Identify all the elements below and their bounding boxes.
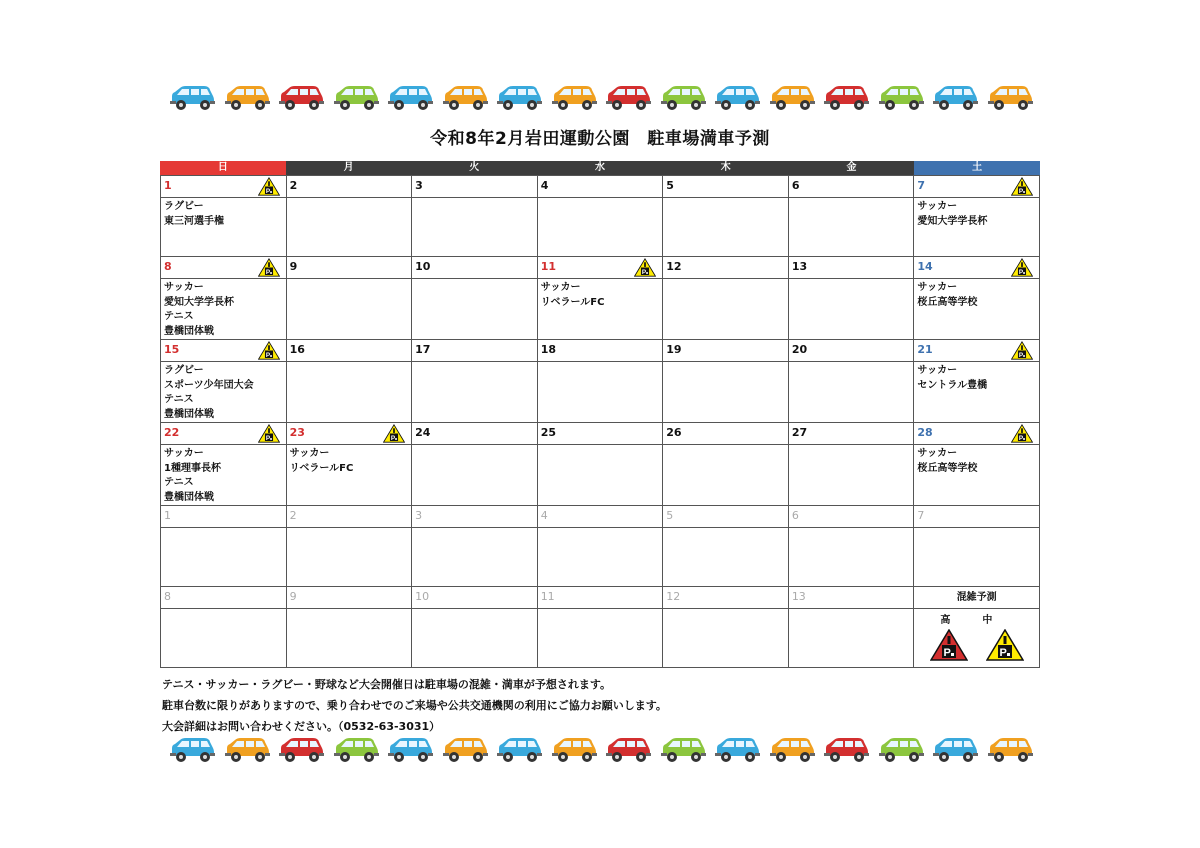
congestion-warning-icon — [1011, 424, 1033, 443]
svg-text:P: P — [999, 647, 1008, 659]
day-events — [412, 362, 538, 423]
day-cell — [788, 506, 914, 528]
event-text: テニス — [164, 477, 194, 488]
event-text: サッカー — [917, 448, 958, 459]
day-cell — [914, 506, 1040, 528]
week-date-row — [161, 340, 1040, 362]
page-title: 令和8年2月岩田運動公園 駐車場満車予測 — [430, 129, 770, 149]
event-text: サッカー — [164, 282, 204, 293]
event-text: 愛知大学学長杯 — [917, 215, 988, 227]
day-cell — [663, 257, 789, 279]
day-cell — [788, 423, 914, 445]
day-cell — [914, 257, 1040, 279]
day-cell — [663, 176, 789, 198]
day-number: 20 — [791, 343, 808, 356]
legend-title: 混雑予測 — [956, 592, 997, 603]
day-number: 22 — [164, 426, 180, 439]
day-events — [663, 279, 789, 340]
day-events — [286, 528, 412, 587]
car-icon — [495, 84, 543, 112]
svg-text:P: P — [265, 434, 270, 442]
day-cell — [663, 587, 789, 609]
car-icon — [931, 736, 979, 764]
day-cell — [663, 423, 789, 445]
event-text: 桜丘高等学校 — [917, 296, 978, 308]
car-icon — [441, 736, 489, 764]
week-date-row — [161, 423, 1040, 445]
svg-text:P: P — [265, 268, 270, 276]
calendar-grid — [160, 175, 1040, 668]
car-icon — [386, 84, 434, 112]
event-text: ラグビー — [164, 365, 204, 376]
day-number: 4 — [540, 179, 549, 192]
car-icon — [713, 84, 761, 112]
event-text: 豊橋団体戦 — [164, 325, 214, 337]
car-icon — [277, 736, 325, 764]
week-event-row — [161, 279, 1040, 340]
svg-text:P: P — [265, 351, 270, 359]
event-text: サッカー — [164, 448, 204, 459]
day-number: 14 — [917, 260, 933, 273]
day-cell — [788, 587, 914, 609]
car-icon — [713, 736, 761, 764]
weekday-header-cell: 月 — [286, 161, 412, 175]
car-icon — [768, 84, 816, 112]
day-events — [412, 279, 538, 340]
week-date-row — [161, 587, 1040, 609]
day-events — [914, 445, 1040, 506]
day-events — [537, 528, 663, 587]
svg-text:P: P — [1018, 351, 1024, 359]
day-events — [412, 198, 538, 257]
day-events — [914, 279, 1040, 340]
svg-text:P: P — [1018, 187, 1024, 195]
day-events — [161, 609, 287, 668]
day-number: 13 — [791, 260, 808, 273]
day-number: 25 — [540, 426, 556, 439]
day-cell — [286, 506, 412, 528]
day-events — [286, 609, 412, 668]
event-text: 愛知大学学長杯 — [164, 296, 234, 308]
legend-cell — [914, 609, 1040, 668]
car-icon — [168, 84, 216, 112]
note-line: 大会詳細はお問い合わせください。（0532-63-3031） — [162, 720, 441, 733]
day-events — [412, 609, 538, 668]
event-text: サッカー — [917, 365, 958, 376]
svg-text:P: P — [265, 187, 270, 195]
day-number: 19 — [666, 343, 682, 356]
day-events — [663, 445, 789, 506]
day-number: 9 — [289, 590, 297, 603]
mid-congestion-warning-icon — [986, 629, 1024, 661]
day-number: 1 — [164, 509, 171, 522]
event-text: サッカー — [289, 448, 330, 459]
car-icon — [223, 84, 271, 112]
day-cell — [914, 176, 1040, 198]
congestion-warning-icon — [1011, 341, 1033, 360]
day-number: 24 — [415, 426, 431, 439]
event-text: リベラールFC — [289, 462, 354, 474]
day-cell — [412, 257, 538, 279]
day-cell — [412, 176, 538, 198]
day-events — [537, 445, 663, 506]
car-icon — [168, 736, 216, 764]
day-cell — [412, 423, 538, 445]
svg-text:P: P — [1018, 434, 1024, 442]
day-events — [663, 528, 789, 587]
day-events — [286, 198, 412, 257]
day-number: 6 — [791, 509, 799, 522]
day-events — [161, 528, 287, 587]
congestion-warning-icon — [258, 341, 280, 360]
weekday-header-cell: 日 — [160, 161, 286, 175]
congestion-warning-icon — [258, 424, 280, 443]
event-text: サッカー — [917, 282, 958, 293]
car-icon — [223, 736, 271, 764]
day-number: 6 — [791, 179, 800, 192]
day-cell — [537, 340, 663, 362]
day-number: 18 — [540, 343, 556, 356]
event-text: 桜丘高等学校 — [917, 462, 978, 474]
day-cell — [161, 423, 287, 445]
car-icon — [495, 736, 543, 764]
svg-text:P: P — [1018, 268, 1024, 276]
event-text: 豊橋団体戦 — [164, 491, 214, 503]
day-number: 8 — [164, 590, 171, 603]
day-number: 15 — [164, 343, 180, 356]
event-text: スポーツ少年団大会 — [164, 379, 254, 391]
car-icon — [604, 736, 652, 764]
week-event-row — [161, 198, 1040, 257]
day-cell — [663, 340, 789, 362]
car-icon — [822, 736, 870, 764]
day-cell — [286, 340, 412, 362]
legend-title-cell — [914, 587, 1040, 609]
day-events — [537, 198, 663, 257]
event-text: セントラル豊橋 — [917, 379, 988, 391]
week-date-row — [161, 176, 1040, 198]
notes — [162, 674, 667, 737]
car-icon — [550, 736, 598, 764]
day-cell — [286, 257, 412, 279]
day-number: 4 — [540, 509, 548, 522]
week-event-row — [161, 362, 1040, 423]
event-text: 東三河選手権 — [164, 215, 224, 227]
event-text: 1種理事長杯 — [164, 462, 221, 474]
day-events — [914, 362, 1040, 423]
day-events — [663, 362, 789, 423]
day-events — [286, 445, 412, 506]
day-events — [537, 279, 663, 340]
day-events — [161, 279, 287, 340]
car-icon — [550, 84, 598, 112]
day-number: 21 — [917, 343, 933, 356]
day-events — [788, 609, 914, 668]
day-cell — [161, 506, 287, 528]
day-number: 11 — [540, 260, 556, 273]
car-icon — [386, 736, 434, 764]
day-cell — [788, 257, 914, 279]
event-text: サッカー — [540, 282, 581, 293]
car-icon — [604, 84, 652, 112]
weekday-header-cell: 木 — [663, 161, 789, 175]
day-number: 28 — [917, 426, 933, 439]
day-number: 27 — [791, 426, 808, 439]
week-event-row — [161, 445, 1040, 506]
day-events — [412, 528, 538, 587]
day-cell — [412, 340, 538, 362]
car-icon — [332, 736, 380, 764]
car-icon — [659, 84, 707, 112]
day-number: 5 — [666, 509, 674, 522]
day-cell — [161, 587, 287, 609]
day-cell — [537, 257, 663, 279]
week-event-row — [161, 609, 1040, 668]
day-cell — [286, 423, 412, 445]
day-events — [286, 279, 412, 340]
weekday-header-cell: 土 — [914, 161, 1040, 175]
event-text: リベラールFC — [540, 296, 605, 308]
car-icon — [986, 84, 1034, 112]
day-events — [537, 609, 663, 668]
day-cell — [161, 257, 287, 279]
event-text: テニス — [164, 394, 194, 405]
legend-mid-label: 中 — [982, 615, 993, 626]
day-cell — [286, 176, 412, 198]
day-cell — [537, 176, 663, 198]
day-cell — [537, 423, 663, 445]
day-cell — [914, 423, 1040, 445]
car-icon — [768, 736, 816, 764]
day-events — [788, 445, 914, 506]
week-date-row — [161, 506, 1040, 528]
day-cell — [663, 506, 789, 528]
day-number: 12 — [666, 260, 682, 273]
day-number: 12 — [666, 590, 681, 603]
weekday-header-cell: 金 — [789, 161, 915, 175]
week-event-row — [161, 528, 1040, 587]
congestion-warning-icon — [1011, 177, 1033, 196]
car-illustration-row-top — [168, 84, 1034, 112]
day-number: 9 — [289, 260, 298, 273]
svg-text:P: P — [390, 434, 396, 442]
event-text: ラグビー — [164, 201, 204, 212]
event-text: 豊橋団体戦 — [164, 408, 214, 420]
day-number: 10 — [415, 260, 431, 273]
congestion-warning-icon — [258, 258, 280, 277]
day-cell — [161, 176, 287, 198]
weekday-header — [160, 161, 1040, 175]
day-cell — [537, 587, 663, 609]
day-events — [663, 609, 789, 668]
day-number: 13 — [791, 590, 806, 603]
calendar — [160, 161, 1040, 668]
day-number: 3 — [415, 509, 423, 522]
car-icon — [822, 84, 870, 112]
week-date-row — [161, 257, 1040, 279]
day-events — [161, 445, 287, 506]
day-cell — [412, 587, 538, 609]
weekday-header-cell: 水 — [537, 161, 663, 175]
day-cell — [412, 506, 538, 528]
day-number: 11 — [540, 590, 555, 603]
day-cell — [537, 506, 663, 528]
day-number: 2 — [289, 509, 297, 522]
day-events — [412, 445, 538, 506]
day-number: 16 — [289, 343, 305, 356]
day-number: 17 — [415, 343, 431, 356]
note-line: テニス・サッカー・ラグビー・野球など大会開催日は駐車場の混雑・満車が予想されます。 — [162, 678, 612, 691]
day-number: 7 — [917, 509, 925, 522]
day-cell — [788, 340, 914, 362]
day-events — [788, 279, 914, 340]
day-number: 7 — [917, 179, 926, 192]
day-number: 26 — [666, 426, 682, 439]
day-events — [161, 362, 287, 423]
congestion-warning-icon — [1011, 258, 1033, 277]
day-events — [788, 198, 914, 257]
car-icon — [931, 84, 979, 112]
weekday-header-cell: 火 — [411, 161, 537, 175]
car-icon — [277, 84, 325, 112]
day-number: 23 — [289, 426, 305, 439]
high-congestion-warning-icon — [930, 629, 968, 661]
day-number: 10 — [415, 590, 430, 603]
day-cell — [788, 176, 914, 198]
day-events — [537, 362, 663, 423]
svg-text:P: P — [943, 647, 952, 659]
day-events — [286, 362, 412, 423]
legend-high-label: 高 — [940, 615, 951, 626]
day-cell — [914, 340, 1040, 362]
day-number: 3 — [415, 179, 423, 192]
day-number: 2 — [289, 179, 298, 192]
day-events — [161, 198, 287, 257]
congestion-warning-icon — [383, 424, 405, 443]
day-cell — [286, 587, 412, 609]
congestion-warning-icon — [258, 177, 280, 196]
car-icon — [877, 736, 925, 764]
svg-text:P: P — [642, 268, 647, 276]
day-events — [788, 528, 914, 587]
car-icon — [659, 736, 707, 764]
day-number: 1 — [164, 179, 172, 192]
day-events — [914, 198, 1040, 257]
congestion-warning-icon — [634, 258, 656, 277]
day-number: 5 — [666, 179, 674, 192]
note-line: 駐車台数に限りがありますので、乗り合わせでのご来場や公共交通機関の利用にご協力お願いします。 — [162, 699, 667, 712]
day-cell — [161, 340, 287, 362]
car-icon — [877, 84, 925, 112]
day-number: 8 — [164, 260, 172, 273]
event-text: サッカー — [917, 201, 958, 212]
car-icon — [441, 84, 489, 112]
day-events — [914, 528, 1040, 587]
car-icon — [332, 84, 380, 112]
event-text: テニス — [164, 311, 194, 322]
day-events — [788, 362, 914, 423]
car-icon — [986, 736, 1034, 764]
car-illustration-row-bottom — [168, 736, 1034, 764]
day-events — [663, 198, 789, 257]
